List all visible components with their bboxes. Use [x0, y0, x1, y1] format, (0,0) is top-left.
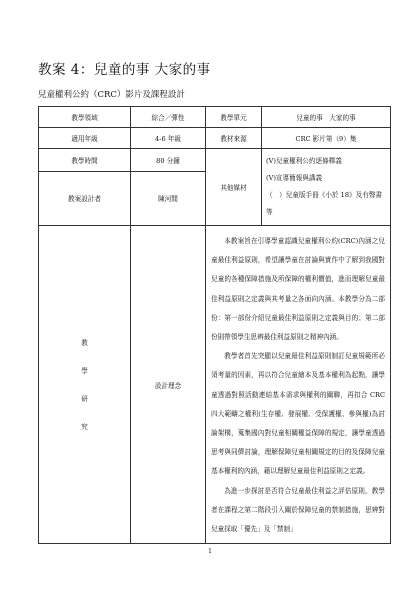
design-concept-text	[206, 226, 391, 544]
lesson-plan-table	[38, 106, 391, 544]
page-title: 教案 4：兒童的事 大家的事	[38, 62, 211, 78]
other-materials-label: 其他媒材	[206, 149, 262, 226]
designer-value: 陳河閒	[131, 171, 206, 225]
unit-label: 教學單元	[206, 107, 262, 128]
list-item: (V)兒童權利公約逐條釋義	[266, 157, 342, 165]
time-value: 80 分鐘	[131, 149, 206, 172]
page-number: 1	[208, 548, 212, 555]
table-row	[39, 128, 391, 149]
other-materials-list	[262, 149, 391, 226]
grade-value: 4-6 年級	[131, 128, 206, 149]
page-subtitle: 兒童權利公約（CRC）影片及課程設計	[38, 90, 185, 100]
grade-label: 適用年級	[39, 128, 131, 149]
teaching-research-label: 教 學 研 究	[39, 226, 131, 544]
subject-area-value: 綜合／彈性	[131, 107, 206, 128]
design-concept-label: 設計理念	[131, 226, 206, 544]
designer-label: 教案設計者	[39, 171, 131, 225]
unit-value: 兒童的事 大家的事	[262, 107, 391, 128]
paragraph: 教學者首先突顯以兒童最佳利益原則制訂兒童規範所必須考量的因素，再以符合兒童繪本及基本權利為起點，讓學童透過對照活動連結基本需求與權利的關聯，再扣合 CRC 四大範疇之權利(生存權、發展權、受保護權、參與權)為討論架構，蒐集國內對兒童相關權益保障的規定，讓學童透過思考與同儕討論，理解保障兒童相關規定的目的及保障兒童基本權利的內涵，藉以理解兒童最佳利益原則之定義。	[211, 352, 385, 476]
paragraph: 為進一步探討是否符合兒童最佳利益之評估原則，教學者在課程之第二階段引入關於保障兒童的禁制措施，思辨對兒童採取「優先」及「禁制」	[211, 486, 385, 534]
list-item: (V)宣導簡報與講義	[266, 174, 323, 182]
table-row	[39, 149, 391, 172]
paragraph: 本教案旨在引導學童認識兒童權利公約(CRC)內涵之兒童最佳利益原則，希望讓學童在討論與實作中了解到我國對兒童的各種保障措施及所保障的權利價值，進而理解兒童最佳利益原則之定義與其考量之各面向內涵。本教學分為二部份：第一部份介紹兒童最佳利益原則之定義與目的；第二部份則帶領學生思辨最佳利益原則之精神內涵。	[211, 237, 385, 342]
time-label: 教學時間	[39, 149, 131, 172]
table-row	[39, 107, 391, 128]
subject-area-label: 教學領域	[39, 107, 131, 128]
source-value: CRC 影片第（9）集	[262, 128, 391, 149]
source-label: 教材來源	[206, 128, 262, 149]
table-row	[39, 226, 391, 544]
list-item: （ ）兒童版手冊《小於 18》及有聲書等	[266, 191, 382, 216]
